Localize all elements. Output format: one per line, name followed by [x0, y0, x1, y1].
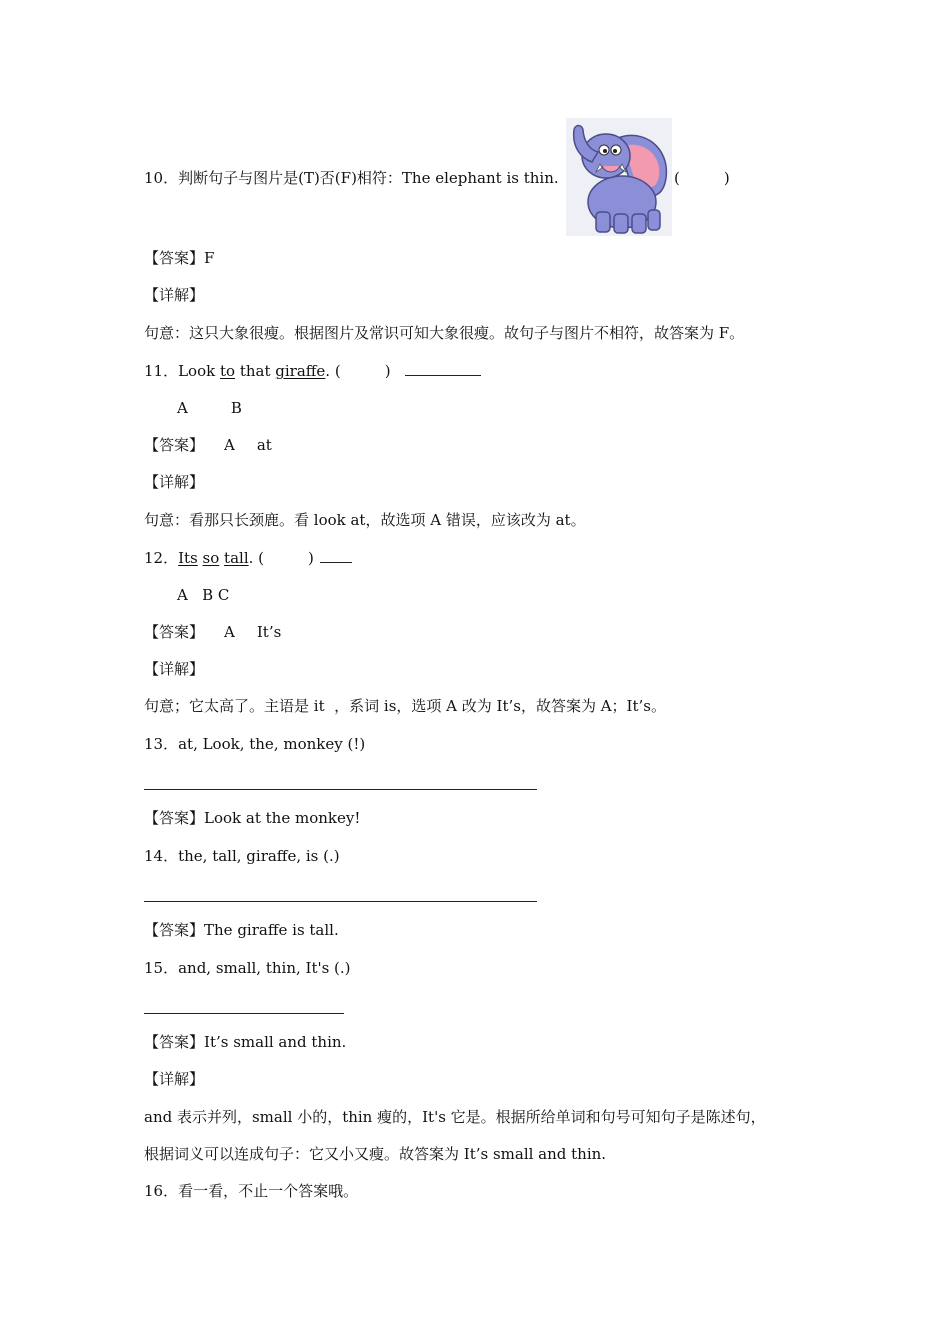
- elephant-image: [566, 118, 672, 236]
- answer-value: The giraffe is tall.: [204, 921, 339, 939]
- answer-label: 【答案】: [144, 623, 205, 641]
- q16-number: 16．: [144, 1182, 179, 1200]
- q11-number: 11．: [144, 362, 179, 380]
- q12-question: 12．Its so tall. ( ): [144, 547, 352, 568]
- q11-answer-blank: [405, 360, 481, 376]
- q12-answer-blank: [320, 547, 352, 563]
- q14-answer: [144, 920, 339, 940]
- q11-detail: 句意：看那只长颈鹿。看 look at，故选项 A 错误，应该改为 at。: [144, 511, 586, 529]
- answer-label: 【答案】: [144, 436, 205, 454]
- q11-option-b: B: [230, 399, 242, 417]
- answer-label: 【答案】: [144, 921, 205, 939]
- q11-question: 11．Look to that giraffe. ( ): [144, 360, 481, 381]
- q12-number: 12．: [144, 549, 179, 567]
- q11-underlined-b: giraffe: [275, 362, 326, 380]
- q10-detail: 句意：这只大象很瘦。根据图片及常识可知大象很瘦。故句子与图片不相符，故答案为 F。: [144, 324, 745, 342]
- q11-option-a: A: [177, 399, 188, 417]
- q15-answer: [144, 1032, 346, 1052]
- q10-detail-label: 【详解】: [144, 286, 205, 304]
- q15-detail-line-1: and 表示并列，small 小的，thin 瘦的，It's 它是。根据所给单词和句号可知句子是陈述句，: [144, 1108, 766, 1126]
- q12-detail-label: 【详解】: [144, 660, 205, 678]
- q13-question: 13．at, Look, the, monkey (!): [144, 735, 366, 753]
- answer-label: 【答案】: [144, 1033, 205, 1051]
- q15-answer-line: [144, 1013, 344, 1014]
- q11-answer: 【答案】 A at: [144, 436, 272, 454]
- answer-value: Look at the monkey!: [204, 809, 361, 827]
- q13-number: 13．: [144, 735, 179, 753]
- q11-options: [177, 398, 242, 418]
- q14-answer-line: [144, 901, 537, 902]
- q11-underlined-a: to: [219, 362, 236, 380]
- q10-number: 10．: [144, 169, 179, 187]
- q15-detail-line-2: 根据词义可以连成句子：它又小又瘦。故答案为 It’s small and thin.: [144, 1145, 607, 1163]
- q12-options: A B C: [177, 586, 230, 604]
- answer-label: 【答案】: [144, 809, 205, 827]
- q13-answer: [144, 808, 360, 828]
- q12-detail: 句意；它太高了。主语是 it ，系词 is，选项 A 改为 It’s，故答案为 A；It’s。: [144, 697, 666, 715]
- q10-text: 判断句子与图片是(T)否(F)相符：The elephant is thin.: [178, 169, 559, 187]
- q10-answer: [144, 248, 214, 268]
- q15-question: 15．and, small, thin, It's (.): [144, 959, 351, 977]
- answer-value: F: [204, 249, 215, 267]
- answer-label: 【答案】: [144, 249, 205, 267]
- q10-question: [144, 168, 559, 188]
- q13-answer-line: [144, 789, 537, 790]
- q14-question: 14．the, tall, giraffe, is (.): [144, 847, 340, 865]
- q14-number: 14．: [144, 847, 179, 865]
- q15-number: 15．: [144, 959, 179, 977]
- q15-detail-label: 【详解】: [144, 1070, 205, 1088]
- q16-question: 16．看一看，不止一个答案哦。: [144, 1182, 359, 1200]
- q11-detail-label: 【详解】: [144, 473, 205, 491]
- q10-answer-parentheses: ( ): [674, 169, 730, 187]
- answer-value: It’s small and thin.: [204, 1033, 347, 1051]
- q12-answer: 【答案】 A It’s: [144, 623, 282, 641]
